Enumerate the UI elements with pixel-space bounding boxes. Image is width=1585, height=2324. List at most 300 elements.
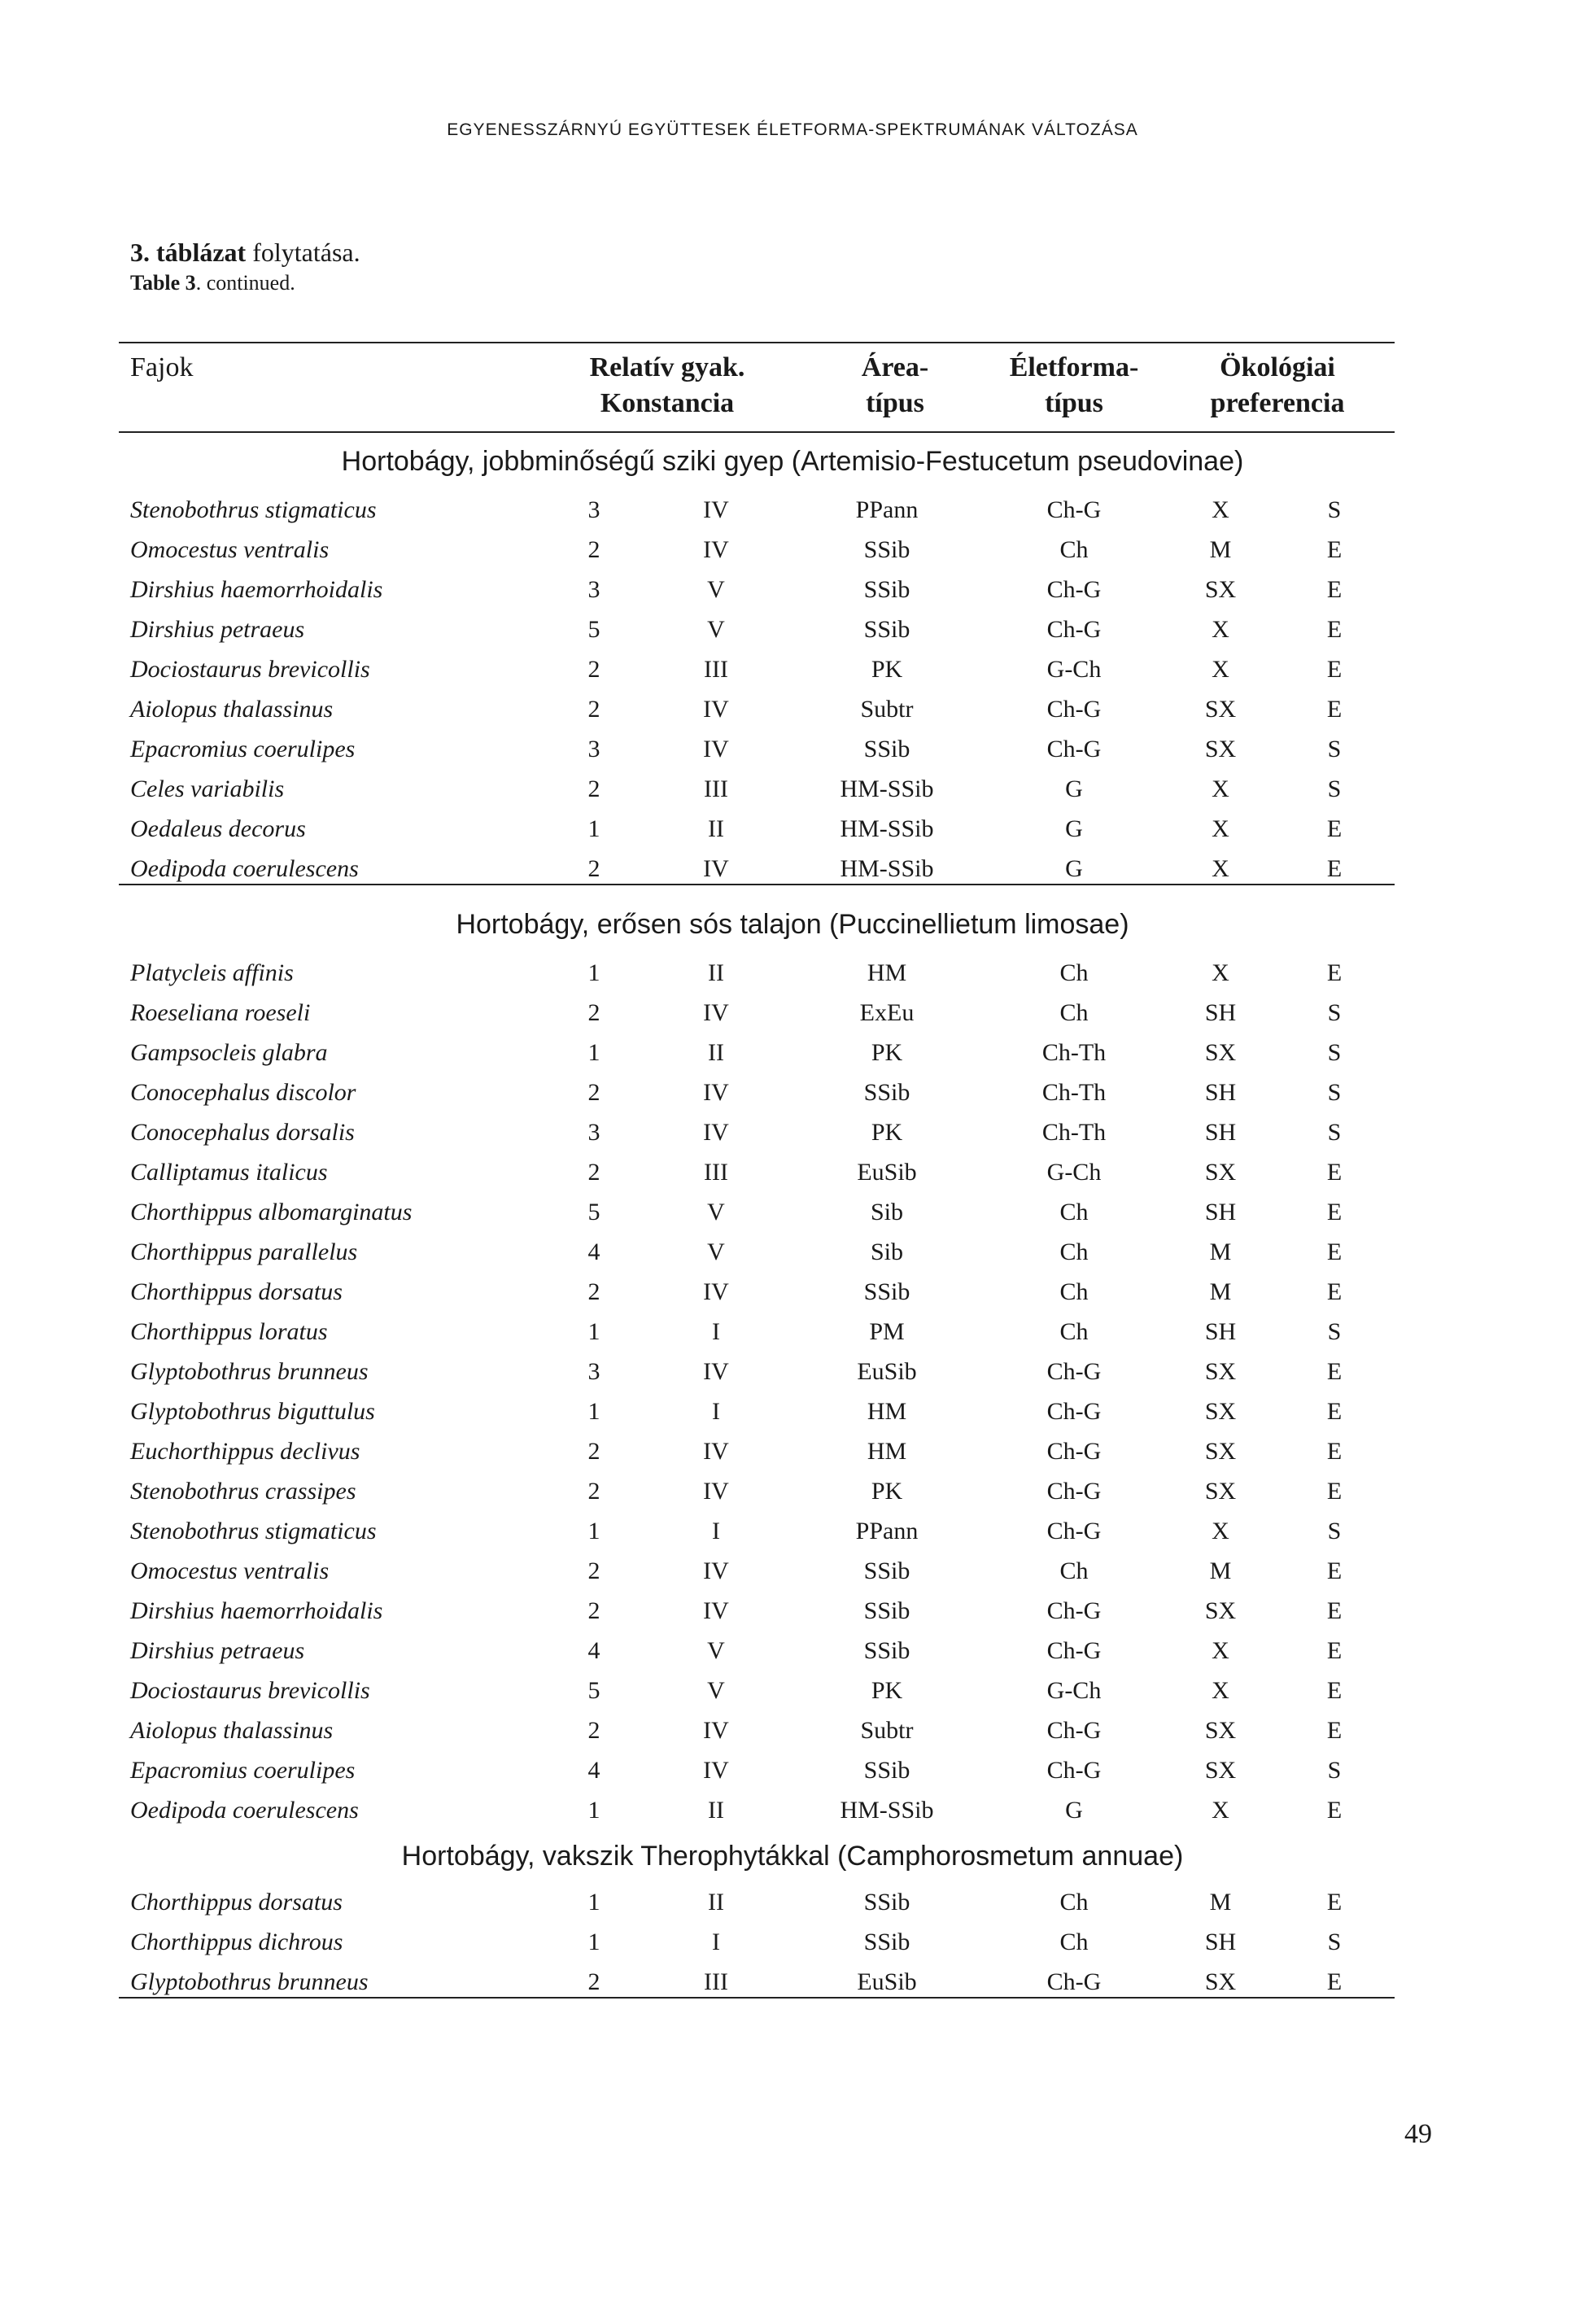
column-header-rel-line1: Relatív gyak.: [589, 352, 745, 382]
column-header-life-line1: Életforma-: [1009, 352, 1139, 382]
species-name: Omocestus ventralis: [130, 1557, 330, 1584]
preference-class: E: [1326, 1478, 1343, 1505]
table-row: [0, 1471, 1585, 1511]
constancy: IV: [703, 1119, 729, 1146]
preference-class: E: [1326, 1398, 1343, 1425]
life-form: Ch-G: [1046, 1398, 1102, 1425]
ecological-preference: X: [1212, 616, 1229, 643]
preference-class: E: [1326, 1199, 1343, 1225]
constancy: I: [712, 1398, 720, 1425]
constancy: V: [707, 1677, 725, 1704]
ecological-preference: SH: [1204, 1929, 1237, 1955]
relative-frequency: 2: [587, 855, 600, 882]
table-top-rule: [119, 342, 1395, 343]
area-type: HM-SSib: [840, 775, 934, 802]
column-header-area-line2: típus: [866, 388, 924, 418]
relative-frequency: 3: [587, 736, 600, 762]
constancy: IV: [703, 536, 729, 563]
relative-frequency: 2: [587, 656, 600, 683]
life-form: G: [1065, 775, 1083, 802]
area-type: PPann: [855, 1518, 919, 1544]
section-title: Hortobágy, erősen sós talajon (Puccinellietum limosae): [456, 909, 1129, 940]
area-type: ExEu: [859, 999, 915, 1026]
relative-frequency: 1: [587, 1318, 600, 1345]
life-form: Ch-G: [1046, 616, 1102, 643]
relative-frequency: 1: [587, 815, 600, 842]
life-form: Ch-G: [1046, 496, 1102, 523]
relative-frequency: 2: [587, 1968, 600, 1995]
constancy: I: [712, 1929, 720, 1955]
column-header-rel-line2: Konstancia: [600, 388, 735, 418]
life-form: Ch: [1059, 1318, 1089, 1345]
species-name: Stenobothrus crassipes: [130, 1478, 356, 1505]
species-name: Aiolopus thalassinus: [130, 1717, 334, 1744]
preference-class: S: [1327, 1757, 1342, 1784]
table-row: [0, 849, 1585, 889]
species-name: Chorthippus dorsatus: [130, 1889, 343, 1916]
caption-table-number: 3. táblázat: [130, 238, 247, 267]
ecological-preference: SX: [1204, 1757, 1237, 1784]
relative-frequency: 3: [587, 1119, 600, 1146]
life-form: Ch-G: [1046, 1597, 1102, 1624]
area-type: SSib: [863, 536, 910, 563]
caption-text: folytatása.: [246, 238, 360, 267]
relative-frequency: 2: [587, 1278, 600, 1305]
species-name: Stenobothrus stigmaticus: [130, 1518, 377, 1544]
preference-class: E: [1326, 1968, 1343, 1995]
relative-frequency: 1: [587, 1889, 600, 1916]
ecological-preference: SH: [1204, 1199, 1237, 1225]
relative-frequency: 3: [587, 576, 600, 603]
table-row: [0, 1710, 1585, 1750]
area-type: HM-SSib: [840, 855, 934, 882]
species-name: Dirshius haemorrhoidalis: [130, 576, 383, 603]
table-row: [0, 1591, 1585, 1631]
ecological-preference: M: [1209, 1238, 1232, 1265]
table-row: [0, 609, 1585, 649]
area-type: HM: [867, 959, 907, 986]
ecological-preference: SH: [1204, 1119, 1237, 1146]
preference-class: S: [1327, 736, 1342, 762]
species-name: Dirshius petraeus: [130, 1637, 305, 1664]
table-row: [0, 1551, 1585, 1591]
ecological-preference: X: [1212, 815, 1229, 842]
constancy: IV: [703, 696, 729, 723]
constancy: II: [708, 959, 724, 986]
ecological-preference: SH: [1204, 1318, 1237, 1345]
species-name: Stenobothrus stigmaticus: [130, 496, 377, 523]
running-head: EGYENESSZÁRNYÚ EGYÜTTESEK ÉLETFORMA-SPEKTRUMÁNAK VÁLTOZÁSA: [447, 120, 1138, 139]
column-header-ecological-preference: [1180, 350, 1375, 422]
life-form: Ch-Th: [1041, 1079, 1107, 1106]
ecological-preference: SX: [1204, 1597, 1237, 1624]
constancy: V: [707, 616, 725, 643]
constancy: II: [708, 1797, 724, 1824]
section-title: Hortobágy, vakszik Therophytákkal (Camphorosmetum annuae): [401, 1841, 1184, 1872]
relative-frequency: 4: [587, 1238, 600, 1265]
life-form: Ch-G: [1046, 1478, 1102, 1505]
area-type: SSib: [863, 736, 910, 762]
table-row: [0, 1232, 1585, 1272]
area-type: PM: [869, 1318, 905, 1345]
life-form: Ch-G: [1046, 736, 1102, 762]
relative-frequency: 2: [587, 536, 600, 563]
constancy: II: [708, 815, 724, 842]
life-form: Ch-G: [1046, 1637, 1102, 1664]
constancy: IV: [703, 1079, 729, 1106]
ecological-preference: X: [1212, 775, 1229, 802]
area-type: HM: [867, 1398, 907, 1425]
constancy: IV: [703, 1597, 729, 1624]
preference-class: S: [1327, 999, 1342, 1026]
ecological-preference: SH: [1204, 1079, 1237, 1106]
preference-class: E: [1326, 1438, 1343, 1465]
life-form: Ch-G: [1046, 576, 1102, 603]
life-form: Ch: [1059, 1557, 1089, 1584]
table-row: [0, 1790, 1585, 1830]
preference-class: S: [1327, 1929, 1342, 1955]
life-form: Ch-G: [1046, 1358, 1102, 1385]
ecological-preference: SX: [1204, 1159, 1237, 1186]
constancy: IV: [703, 1278, 729, 1305]
table-row: [0, 809, 1585, 849]
life-form: G-Ch: [1046, 656, 1102, 683]
species-name: Gampsocleis glabra: [130, 1039, 328, 1066]
species-name: Chorthippus loratus: [130, 1318, 328, 1345]
preference-class: E: [1326, 1358, 1343, 1385]
constancy: III: [704, 775, 728, 802]
relative-frequency: 2: [587, 696, 600, 723]
section-bottom-rule: [119, 1997, 1395, 1999]
ecological-preference: SX: [1204, 736, 1237, 762]
table-row: [0, 1352, 1585, 1391]
preference-class: E: [1326, 1717, 1343, 1744]
ecological-preference: SX: [1204, 1438, 1237, 1465]
section-bottom-rule: [119, 884, 1395, 885]
constancy: I: [712, 1318, 720, 1345]
relative-frequency: 5: [587, 1677, 600, 1704]
table-row: [0, 1922, 1585, 1962]
header-bottom-rule: [119, 431, 1395, 433]
area-type: Subtr: [860, 696, 914, 723]
species-name: Epacromius coerulipes: [130, 1757, 356, 1784]
constancy: IV: [703, 736, 729, 762]
preference-class: S: [1327, 775, 1342, 802]
area-type: PK: [871, 1039, 903, 1066]
species-name: Dirshius petraeus: [130, 616, 305, 643]
table-row: [0, 1033, 1585, 1072]
ecological-preference: SX: [1204, 1717, 1237, 1744]
section-title: Hortobágy, jobbminőségű sziki gyep (Artemisio-Festucetum pseudovinae): [341, 446, 1244, 477]
area-type: SSib: [863, 1757, 910, 1784]
relative-frequency: 2: [587, 1557, 600, 1584]
relative-frequency: 2: [587, 1079, 600, 1106]
constancy: IV: [703, 1358, 729, 1385]
area-type: SSib: [863, 1278, 910, 1305]
preference-class: E: [1326, 656, 1343, 683]
constancy: IV: [703, 1478, 729, 1505]
species-name: Oedipoda coerulescens: [130, 855, 359, 882]
relative-frequency: 2: [587, 1438, 600, 1465]
preference-class: E: [1326, 1637, 1343, 1664]
species-name: Chorthippus parallelus: [130, 1238, 358, 1265]
preference-class: E: [1326, 815, 1343, 842]
life-form: G: [1065, 855, 1083, 882]
ecological-preference: M: [1209, 1889, 1232, 1916]
constancy: V: [707, 1199, 725, 1225]
relative-frequency: 4: [587, 1757, 600, 1784]
constancy: I: [712, 1518, 720, 1544]
relative-frequency: 2: [587, 1478, 600, 1505]
species-name: Glyptobothrus biguttulus: [130, 1398, 375, 1425]
constancy: IV: [703, 1557, 729, 1584]
table-row: [0, 1511, 1585, 1551]
area-type: HM-SSib: [840, 815, 934, 842]
relative-frequency: 5: [587, 616, 600, 643]
table-row: [0, 1152, 1585, 1192]
table-row: [0, 1882, 1585, 1922]
preference-class: E: [1326, 696, 1343, 723]
ecological-preference: SX: [1204, 576, 1237, 603]
area-type: EuSib: [857, 1968, 917, 1995]
ecological-preference: X: [1212, 496, 1229, 523]
area-type: PK: [871, 656, 903, 683]
life-form: Ch-G: [1046, 1438, 1102, 1465]
ecological-preference: M: [1209, 1278, 1232, 1305]
table-row: [0, 1192, 1585, 1232]
caption-hungarian: [130, 238, 360, 268]
preference-class: S: [1327, 1119, 1342, 1146]
area-type: HM: [867, 1438, 907, 1465]
species-name: Oedipoda coerulescens: [130, 1797, 359, 1824]
ecological-preference: X: [1212, 1677, 1229, 1704]
table-row: [0, 1962, 1585, 2002]
ecological-preference: SX: [1204, 1358, 1237, 1385]
column-header-life-form: [993, 350, 1155, 422]
species-name: Roeseliana roeseli: [130, 999, 311, 1026]
column-header-area-type: [822, 350, 968, 422]
relative-frequency: 1: [587, 959, 600, 986]
table-row: [0, 993, 1585, 1033]
relative-frequency: 2: [587, 1717, 600, 1744]
table-row: [0, 953, 1585, 993]
area-type: SSib: [863, 616, 910, 643]
area-type: Subtr: [860, 1717, 914, 1744]
relative-frequency: 3: [587, 496, 600, 523]
table-row: [0, 1631, 1585, 1671]
preference-class: E: [1326, 536, 1343, 563]
caption-text-en: . continued.: [195, 271, 295, 295]
life-form: Ch: [1059, 1278, 1089, 1305]
area-type: PK: [871, 1677, 903, 1704]
table-row: [0, 1391, 1585, 1431]
ecological-preference: X: [1212, 855, 1229, 882]
area-type: Sib: [870, 1199, 904, 1225]
constancy: IV: [703, 1717, 729, 1744]
relative-frequency: 3: [587, 1358, 600, 1385]
table-caption: [130, 238, 360, 295]
table-row: [0, 1112, 1585, 1152]
constancy: III: [704, 1968, 728, 1995]
preference-class: S: [1327, 1039, 1342, 1066]
ecological-preference: X: [1212, 959, 1229, 986]
table-row: [0, 1072, 1585, 1112]
relative-frequency: 1: [587, 1518, 600, 1544]
constancy: V: [707, 576, 725, 603]
preference-class: E: [1326, 1238, 1343, 1265]
species-name: Platycleis affinis: [130, 959, 294, 986]
species-name: Dociostaurus brevicollis: [130, 656, 370, 683]
relative-frequency: 2: [587, 1597, 600, 1624]
ecological-preference: M: [1209, 536, 1232, 563]
area-type: EuSib: [857, 1159, 917, 1186]
ecological-preference: M: [1209, 1557, 1232, 1584]
column-header-eco-line1: Ökológiai: [1220, 352, 1335, 382]
life-form: Ch: [1059, 1889, 1089, 1916]
relative-frequency: 2: [587, 775, 600, 802]
species-name: Glyptobothrus brunneus: [130, 1968, 369, 1995]
species-name: Chorthippus albomarginatus: [130, 1199, 413, 1225]
constancy: III: [704, 1159, 728, 1186]
table-row: [0, 1312, 1585, 1352]
table-row: [0, 729, 1585, 769]
preference-class: E: [1326, 1597, 1343, 1624]
ecological-preference: X: [1212, 1797, 1229, 1824]
preference-class: E: [1326, 959, 1343, 986]
life-form: Ch-G: [1046, 1968, 1102, 1995]
species-name: Dociostaurus brevicollis: [130, 1677, 370, 1704]
life-form: Ch: [1059, 536, 1089, 563]
life-form: G: [1065, 1797, 1083, 1824]
constancy: V: [707, 1238, 725, 1265]
preference-class: S: [1327, 496, 1342, 523]
species-name: Chorthippus dorsatus: [130, 1278, 343, 1305]
area-type: EuSib: [857, 1358, 917, 1385]
ecological-preference: SX: [1204, 1968, 1237, 1995]
area-type: SSib: [863, 1929, 910, 1955]
species-name: Oedaleus decorus: [130, 815, 306, 842]
preference-class: E: [1326, 616, 1343, 643]
area-type: SSib: [863, 1637, 910, 1664]
constancy: III: [704, 656, 728, 683]
relative-frequency: 1: [587, 1398, 600, 1425]
area-type: PPann: [855, 496, 919, 523]
area-type: PK: [871, 1119, 903, 1146]
area-type: PK: [871, 1478, 903, 1505]
species-name: Dirshius haemorrhoidalis: [130, 1597, 383, 1624]
relative-frequency: 1: [587, 1929, 600, 1955]
preference-class: E: [1326, 1889, 1343, 1916]
life-form: Ch-G: [1046, 696, 1102, 723]
species-name: Chorthippus dichrous: [130, 1929, 343, 1955]
preference-class: E: [1326, 1797, 1343, 1824]
column-header-species: Fajok: [130, 352, 194, 382]
area-type: SSib: [863, 576, 910, 603]
species-name: Celes variabilis: [130, 775, 285, 802]
ecological-preference: SH: [1204, 999, 1237, 1026]
area-type: Sib: [870, 1238, 904, 1265]
preference-class: S: [1327, 1318, 1342, 1345]
life-form: Ch-Th: [1041, 1039, 1107, 1066]
constancy: II: [708, 1889, 724, 1916]
relative-frequency: 1: [587, 1039, 600, 1066]
table-row: [0, 769, 1585, 809]
constancy: IV: [703, 1757, 729, 1784]
species-name: Omocestus ventralis: [130, 536, 330, 563]
life-form: Ch: [1059, 1929, 1089, 1955]
preference-class: E: [1326, 1278, 1343, 1305]
area-type: HM-SSib: [840, 1797, 934, 1824]
life-form: Ch: [1059, 1238, 1089, 1265]
species-name: Calliptamus italicus: [130, 1159, 328, 1186]
species-name: Conocephalus dorsalis: [130, 1119, 355, 1146]
caption-english: [130, 271, 360, 295]
ecological-preference: SX: [1204, 1398, 1237, 1425]
life-form: Ch-G: [1046, 1518, 1102, 1544]
constancy: II: [708, 1039, 724, 1066]
life-form: G: [1065, 815, 1083, 842]
relative-frequency: 5: [587, 1199, 600, 1225]
species-name: Glyptobothrus brunneus: [130, 1358, 369, 1385]
life-form: G-Ch: [1046, 1159, 1102, 1186]
constancy: IV: [703, 496, 729, 523]
ecological-preference: X: [1212, 1637, 1229, 1664]
preference-class: S: [1327, 1079, 1342, 1106]
relative-frequency: 4: [587, 1637, 600, 1664]
area-type: SSib: [863, 1889, 910, 1916]
life-form: G-Ch: [1046, 1677, 1102, 1704]
species-name: Euchorthippus declivus: [130, 1438, 360, 1465]
table-row: [0, 530, 1585, 570]
table-row: [0, 1272, 1585, 1312]
preference-class: S: [1327, 1518, 1342, 1544]
table-row: [0, 649, 1585, 689]
preference-class: E: [1326, 1677, 1343, 1704]
relative-frequency: 2: [587, 1159, 600, 1186]
ecological-preference: SX: [1204, 1039, 1237, 1066]
constancy: IV: [703, 999, 729, 1026]
ecological-preference: SX: [1204, 696, 1237, 723]
table-row: [0, 689, 1585, 729]
column-header-eco-line2: preferencia: [1210, 388, 1345, 418]
preference-class: E: [1326, 855, 1343, 882]
preference-class: E: [1326, 1557, 1343, 1584]
area-type: SSib: [863, 1597, 910, 1624]
life-form: Ch-G: [1046, 1757, 1102, 1784]
table-row: [0, 570, 1585, 609]
life-form: Ch: [1059, 1199, 1089, 1225]
table-row: [0, 1671, 1585, 1710]
caption-table-number-en: Table 3: [130, 271, 196, 295]
life-form: Ch-Th: [1041, 1119, 1107, 1146]
preference-class: E: [1326, 1159, 1343, 1186]
species-name: Conocephalus discolor: [130, 1079, 356, 1106]
preference-class: E: [1326, 576, 1343, 603]
ecological-preference: SX: [1204, 1478, 1237, 1505]
relative-frequency: 1: [587, 1797, 600, 1824]
species-name: Epacromius coerulipes: [130, 736, 356, 762]
constancy: V: [707, 1637, 725, 1664]
relative-frequency: 2: [587, 999, 600, 1026]
column-header-area-line1: Área-: [861, 352, 929, 382]
column-header-relative-frequency: [570, 350, 765, 422]
area-type: SSib: [863, 1079, 910, 1106]
ecological-preference: X: [1212, 1518, 1229, 1544]
table-row: [0, 490, 1585, 530]
table-row: [0, 1431, 1585, 1471]
table-row: [0, 1750, 1585, 1790]
constancy: IV: [703, 1438, 729, 1465]
